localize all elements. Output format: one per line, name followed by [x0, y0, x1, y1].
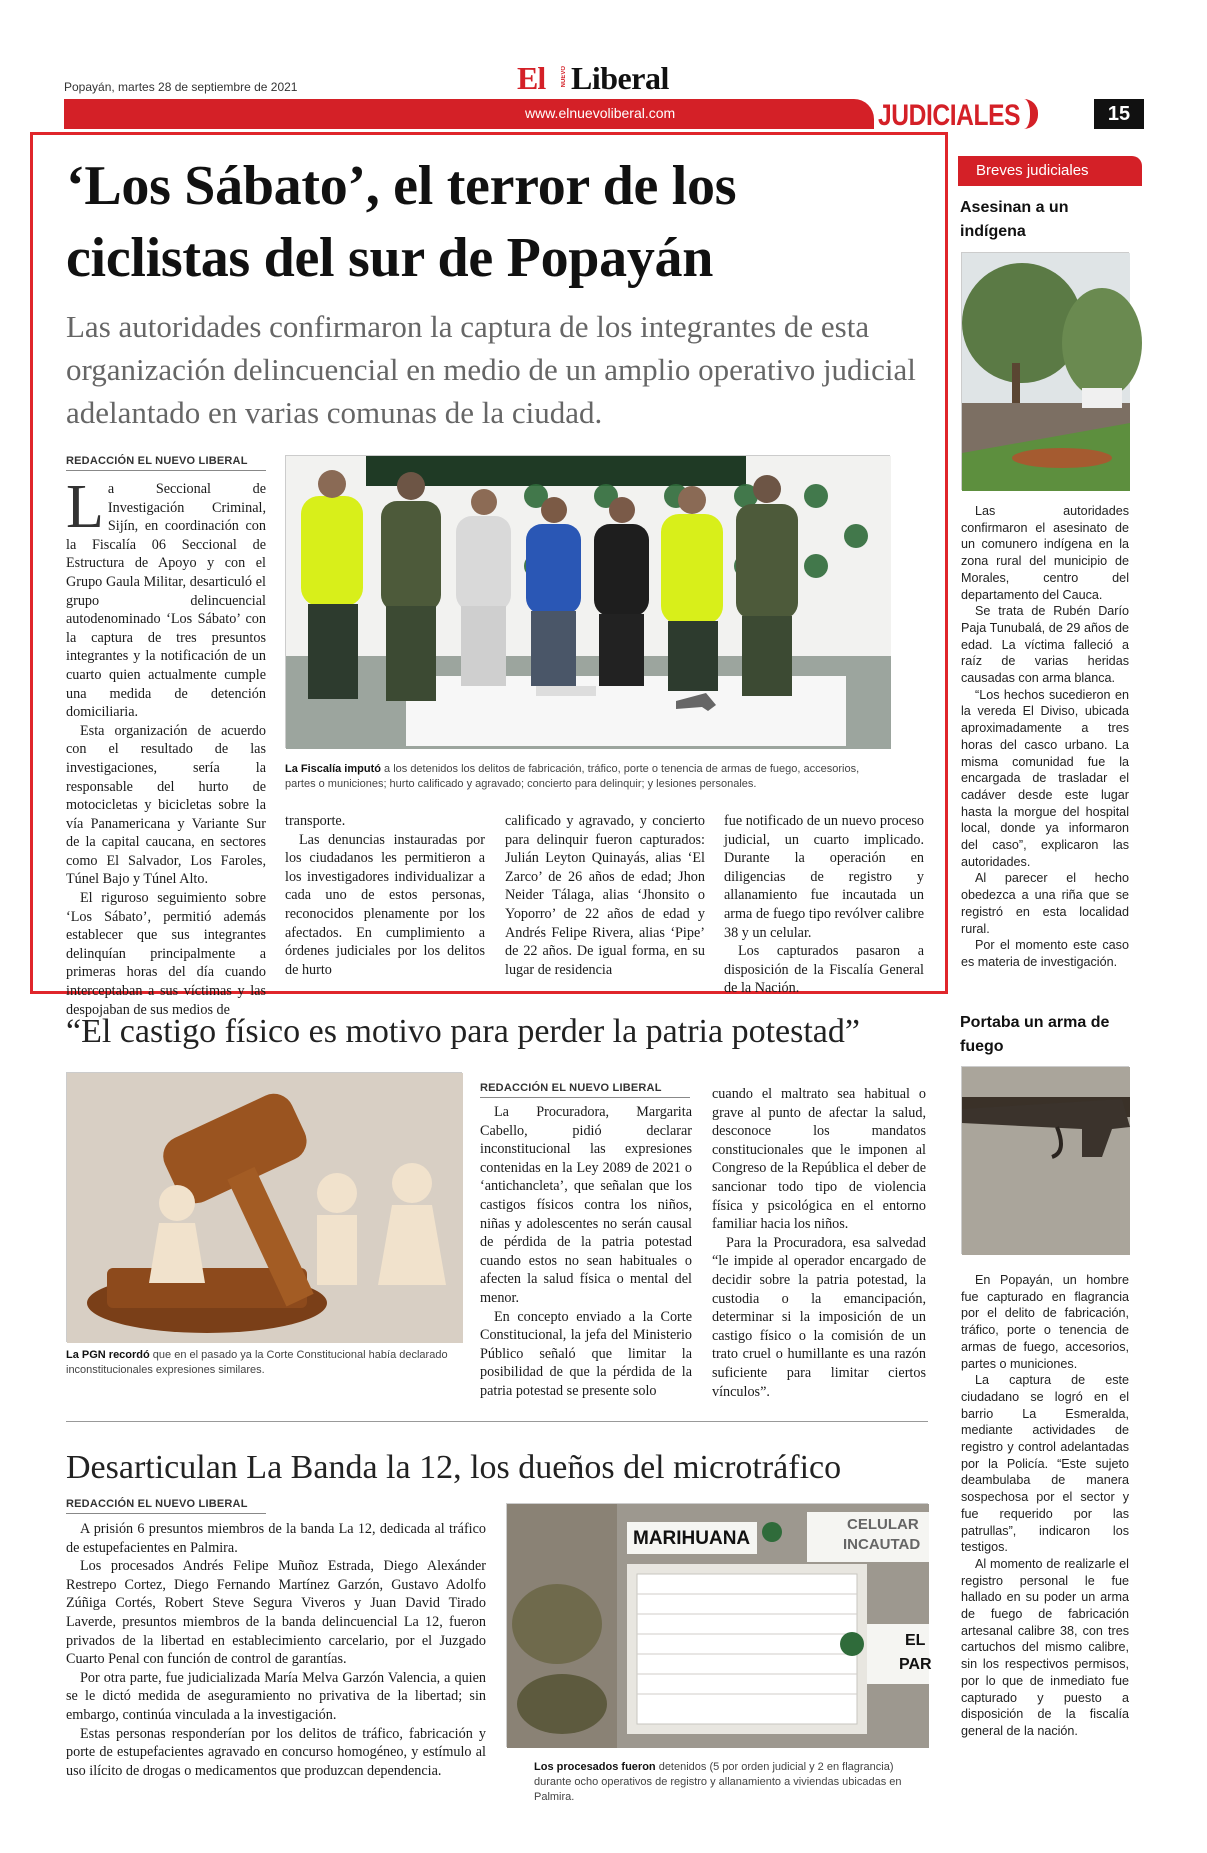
gavel-family-photo [67, 1073, 463, 1343]
logo-el: El [517, 60, 546, 96]
lead-paragraph: transporte. [285, 813, 346, 829]
photo-label-incautado: INCAUTAD [843, 1536, 921, 1553]
logo-liberal: Liberal [571, 60, 669, 96]
sidebar-header: Breves judiciales [958, 156, 1142, 186]
section-divider [66, 1421, 928, 1422]
story3-paragraph: Estas personas responderían por los delitos de tráfico, fabricación y porte de estupefacientes agravado en concurso homogéneo, y estímulo al uso ilícito de drogas o medicamentos que produzcan dependencia. [66, 1725, 486, 1779]
photo-label-sign-2: PAR [899, 1656, 932, 1673]
lead-paragraph: Las denuncias instauradas por los ciudadanos les permitieron a los investigadores individualizar a cada uno de estos personas, reconocidos plenamente por los afectados. En cumplimiento a órdenes judiciales por los delitos de hurto [285, 831, 485, 978]
lead-paragraph: calificado y agravado, y concierto para delinquir fueron capturados: Julián Leyton Quinayás, alias ‘El Zarco’ de 26 años de edad; Jhon Neider Tálaga, alias ‘Jhonsito o Yoporro’ de 22 años de edad y Andrés Felipe Rivera, alias ‘Pipe’ de 22 años. De igual forma, en su lugar de residencia [505, 813, 705, 978]
brief1-paragraph: Se trata de Rubén Darío Paja Tunubalá, de 29 años de edad. La víctima falleció a raíz de varias heridas causadas con arma blanca. [961, 604, 1129, 686]
lead-headline [66, 150, 926, 294]
lead-paragraph: La Seccional de Investigación Criminal, Sijín, en coordinación con la Fiscalía 06 Seccional de Estructura de Apoyo y con el Grupo Gaula Militar, desarticuló el grupo delincuencial autodenominado ‘Los Sábato’ con la captura de tres presuntos integrantes y la notificación de un cuarto quien actualmente cumple una medida de detención domiciliaria. [66, 473, 266, 721]
section-tab [854, 99, 1064, 132]
photo-label-sign-1: EL [905, 1632, 926, 1649]
lead-col-1 [66, 473, 266, 1019]
lead-paragraph: fue notificado de un nuevo proceso judicial, un cuarto implicado. Durante la operación en diligencias de registro y allanamiento fue incautada un arma de fuego tipo revólver calibre 38 y un celular. [724, 813, 924, 941]
brief1-photo [961, 252, 1129, 490]
story2-caption-text: que en el pasado ya la Corte Constitucional había declarado inconstitucionales expresiones similares. [66, 1349, 448, 1376]
story3-paragraph: Los procesados Andrés Felipe Muñoz Estrada, Diego Alexánder Restrepo Cortez, Diego Fernando Martínez Garzón, Gustavo Adolfo Zúñiga Cortés, Robert Steve Segura Viveros y Juan David Tirado Laverde, presuntos miembros de la banda delincuencial La 12, fueron privados de la libertad en establecimiento carcelario, por el Juzgado Cuarto Penal con función de control de garantías. [66, 1558, 486, 1668]
lead-paragraph: Esta organización de acuerdo con el resultado de las investigaciones, sería la responsable del hurto de motocicletas y bicicletas sobre la vía Panamericana y Variante Sur de la capital caucana, en sectores como El Salvador, Los Faroles, Túnel Bajo y Túnel Alto. [66, 722, 266, 888]
story3-paragraph: Por otra parte, fue judicializada María Melva Garzón Valencia, a quien se le dictó medida de aseguramiento no privativa de la libertad; sin embargo, continúa vinculada a la investigación. [66, 1669, 486, 1723]
logo-nuevo: NUEVO [561, 66, 567, 88]
brief2-paragraph: En Popayán, un hombre fue capturado en flagrancia por el delito de fabricación, tráfico, porte o tenencia de armas de fuego, accesorios, partes o municiones. [961, 1273, 1129, 1371]
brief1-title: Asesinan a un indígena [960, 199, 1069, 240]
lead-paragraph: El riguroso seguimiento sobre ‘Los Sábato’, permitió además establecer que sus integrantes delinquían principalmente a primeras horas del día cuando interceptaban a sus víctimas y las despojaban de sus medios de [66, 890, 266, 1018]
story2-paragraph: Para la Procuradora, esa salvedad “le impide al operador encargado de decidir sobre la patria potestad, la custodia o la emancipación, determinar si la imposición de un castigo físico o la comisión de un trato cruel o humillante es una razón suficiente para limitar ciertos vínculos”. [712, 1234, 926, 1400]
lead-headline-line1: ‘Los Sábato’, el terror de los [66, 155, 737, 217]
handgun-photo [962, 1067, 1130, 1255]
website-link[interactable]: www.elnuevoliberal.com [525, 105, 676, 121]
story2-byline: REDACCIÓN EL NUEVO LIBERAL [480, 1082, 690, 1098]
lead-deck: Las autoridades confirmaron la captura de los integrantes de esta organización delincuencial en medio de un amplio operativo judicial adelantado en varias comunas de la ciudad. [66, 309, 916, 430]
brief1-paragraph: Por el momento este caso es materia de investigación. [961, 938, 1129, 969]
photo-label-celular: CELULAR [847, 1516, 919, 1533]
story3-caption-text: detenidos (5 por orden judicial y 2 en flagrancia) durante ocho operativos de registro y allanamiento a viviendas ubicadas en Palmira. [534, 1761, 902, 1803]
story3-caption-lead: Los procesados fueron [534, 1761, 656, 1773]
story2-paragraph: En concepto enviado a la Corte Constitucional, la jefa del Ministerio Público señaló que limitar la posibilidad de que la pérdida de la patria potestad se presente solo [480, 1308, 692, 1399]
brief2-paragraph: La captura de este ciudadano se logró en el barrio La Esmeralda, mediante actividades de registro y control adelantadas por la Policía. “Este sujeto deambulaba de manera sospechosa por el sector y fue requerido por las patrullas”, indicaron los testigos. [961, 1373, 1129, 1555]
page-number: 15 [1094, 99, 1144, 129]
brief2-title: Portaba un arma de fuego [960, 1014, 1110, 1055]
header-bar [64, 99, 854, 129]
brief1-paragraph: “Los hechos sucedieron en la vereda El Diviso, ubicada aproximadamente a tres horas del casco urbano. La misma comunidad fue la encargada de trasladar el cadáver desde este lugar hasta la morgue del hospital local, donde ya informaron del caso”, explicaron las autoridades. [961, 687, 1129, 869]
park-photo [962, 253, 1130, 491]
photo-label-marihuana: MARIHUANA [633, 1528, 751, 1549]
story2-photo [66, 1072, 462, 1342]
brief2-photo [961, 1066, 1129, 1254]
story3-byline: REDACCIÓN EL NUEVO LIBERAL [66, 1498, 266, 1514]
brief1-paragraph: Las autoridades confirmaron el asesinato de un comunero indígena en la zona rural del municipio de Morales, centro del departamento del Cauca. [961, 504, 1129, 602]
lead-byline: REDACCIÓN EL NUEVO LIBERAL [66, 455, 266, 471]
story3-photo [506, 1503, 932, 1747]
press-conference-photo [286, 456, 891, 749]
story2-col-1 [480, 1103, 692, 1401]
lead-col-3 [505, 812, 705, 979]
lead-col-2 [285, 812, 485, 979]
lead-photo-caption [285, 762, 890, 792]
lead-col-4 [724, 812, 924, 998]
brief1-paragraph: Al parecer el hecho obedezca a una riña que se registró en esta localidad rural. [961, 871, 1129, 936]
lead-paragraph: Los capturados pasaron a disposición de la Fiscalía General de la Nación. [724, 943, 924, 997]
brief1-text [961, 503, 1129, 971]
brief2-text [961, 1272, 1129, 1740]
date-line: Popayán, martes 28 de septiembre de 2021 [64, 80, 298, 94]
lead-photo [285, 455, 890, 748]
section-label: JUDICIALES [878, 99, 1021, 132]
story2-col-2 [712, 1085, 926, 1401]
story3-photo-caption [534, 1760, 928, 1805]
story3-text [66, 1520, 486, 1780]
lead-caption-text: a los detenidos los delitos de fabricación, tráfico, porte o tenencia de armas de fuego, accesorios, partes o municiones; hurto calificado y agravado; concierto para delinquir; y lesiones personales. [285, 763, 860, 790]
story2-paragraph: La Procuradora, Margarita Cabello, pidió declarar inconstitucional las expresiones contenidas en la Ley 2089 de 2021 o ‘antichancleta’, que señalan que los castigos físicos contra los niños, niñas y adolescentes no serán causal de pérdida de la patria potestad cuando estos no sean habituales o afecten la salud física o mental del menor. [480, 1104, 692, 1306]
story3-paragraph: A prisión 6 presuntos miembros de la banda La 12, dedicada al tráfico de estupefacientes en Palmira. [66, 1521, 486, 1556]
story3-headline: Desarticulan La Banda la 12, los dueños del microtráfico [66, 1449, 842, 1486]
newspaper-logo[interactable] [517, 62, 697, 96]
lead-caption-lead: La Fiscalía imputó [285, 763, 381, 775]
story2-caption-lead: La PGN recordó [66, 1349, 150, 1361]
drop-cap: L [66, 473, 104, 541]
story2-paragraph: cuando el maltrato sea habitual o grave al punto de afectar la salud, desconoce los mandatos constitucionales que le imponen al Congreso de la República el deber de sancionar todo tipo de violencia física y psicológica en el entorno familiar hacia los niños. [712, 1086, 926, 1233]
story2-photo-caption [66, 1348, 462, 1378]
brief2-paragraph: Al momento de realizarle el registro personal le fue hallado en su poder un arma de fuego de fabricación artesanal calibre 38, con tres cartuchos del mismo calibre, sin los respectivos permisos, por lo que de inmediato fue capturado y puesto a disposición de la fiscalía general de la nación. [961, 1556, 1129, 1738]
story2-headline: “El castigo físico es motivo para perder la patria potestad” [66, 1013, 860, 1050]
lead-headline-line2: ciclistas del sur de Popayán [66, 227, 714, 289]
